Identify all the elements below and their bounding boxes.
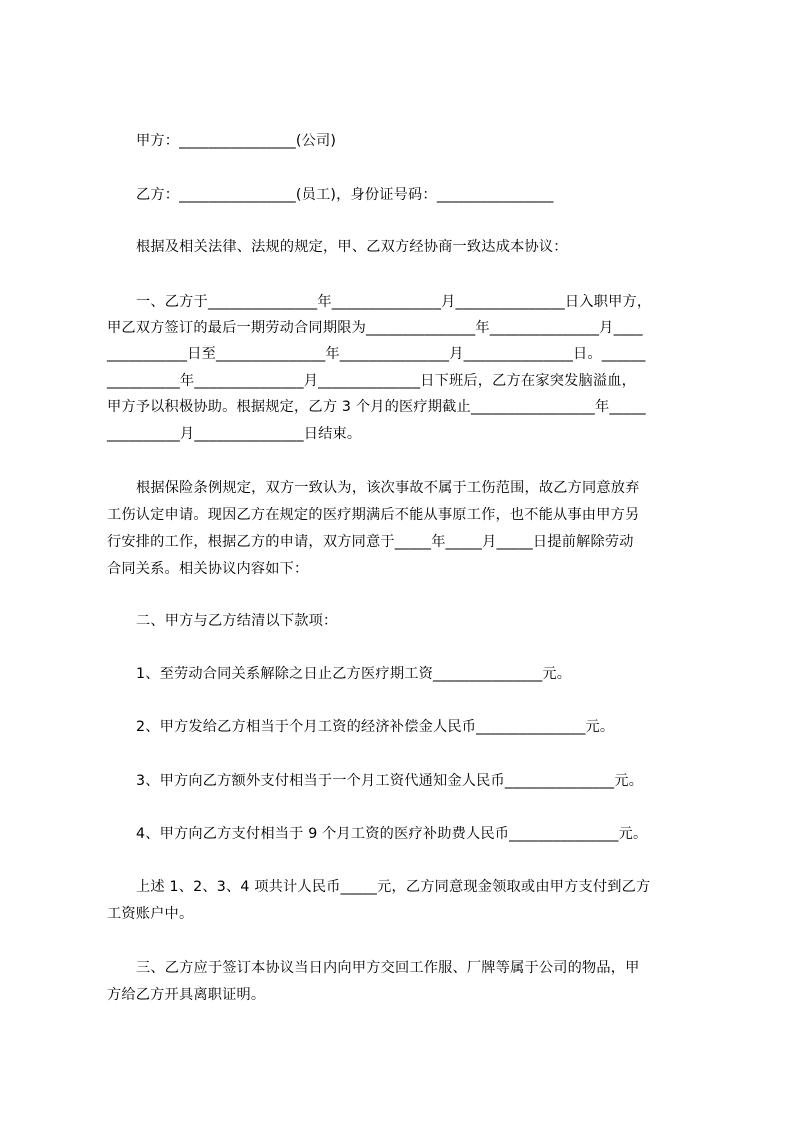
insurance-line: 工伤认定申请。现因乙方在规定的医疗期满后不能从事原工作，也不能从事由甲方另 [107, 507, 640, 523]
clause1-line: __________月_______________日结束。 [107, 426, 362, 442]
insurance-line: 合同关系。相关协议内容如下： [107, 561, 309, 577]
payment-item-4: 4、甲方向乙方支付相当于 9 个月工资的医疗补助费人民币_______________元。 [136, 826, 648, 842]
clause3-line: 三、乙方应于签订本协议当日内向甲方交回工作服、厂牌等属于公司的物品，甲 [136, 960, 640, 976]
clause1-line: ___________日至_______________年_______________月_______________日。______ [107, 346, 646, 362]
clause1-line: __________年_______________月______________日下班后，乙方在家突发脑溢血， [107, 373, 637, 389]
clause3-line: 方给乙方开具离职证明。 [107, 987, 266, 1003]
payment-item-1: 1、至劳动合同关系解除之日止乙方医疗期工资_______________元。 [136, 666, 572, 682]
clause2-title: 二、甲方与乙方结清以下款项： [136, 613, 338, 629]
clause1-line: 一、乙方于_______________年_______________月_______________日入职甲方， [136, 294, 652, 310]
payment-item-2: 2、甲方发给乙方相当于个月工资的经济补偿金人民币_______________元。 [136, 719, 615, 735]
party-a-line: 甲方：________________(公司) [136, 133, 337, 149]
insurance-line: 行安排的工作，根据乙方的申请，双方同意于_____年_____月_____日提前解除劳动 [107, 534, 634, 550]
total-line: 工资账户中。 [107, 906, 194, 922]
clause1-line: 甲方予以积极协助。根据规定，乙方 3 个月的医疗期截止_________________年_____ [107, 399, 646, 415]
clause1-line: 甲乙双方签订的最后一期劳动合同期限为_______________年_______________月____ [107, 320, 643, 336]
total-line: 上述 1、2、3、4 项共计人民币_____元，乙方同意现金领取或由甲方支付到乙方 [136, 879, 651, 895]
party-b-line: 乙方：________________(员工)，身份证号码：________________ [136, 187, 554, 203]
preamble: 根据及相关法律、法规的规定，甲、乙双方经协商一致达成本协议： [136, 239, 568, 255]
payment-item-3: 3、甲方向乙方额外支付相当于一个月工资代通知金人民币_______________元。 [136, 773, 644, 789]
insurance-line: 根据保险条例规定，双方一致认为，该次事故不属于工伤范围，故乙方同意放弃 [136, 480, 640, 496]
